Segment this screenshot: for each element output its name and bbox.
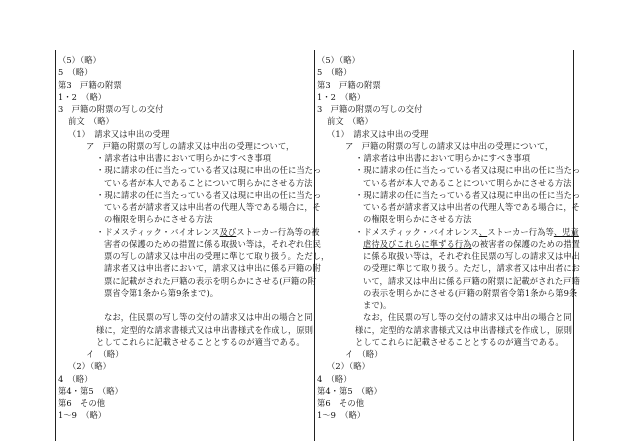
text-line: ・現に請求の任に当たっている者又は現に申出の任に当たっ	[355, 165, 581, 176]
text-line: 第6 その他	[58, 398, 106, 408]
text-line: ・現に請求の任に当たっている者又は現に申出の任に当たっ	[355, 189, 581, 200]
text-line: （5）（略）	[317, 55, 360, 65]
text-line: 虐待及びこれらに準ずる行為の被害者の保護のための措置	[363, 238, 581, 249]
text-line: ・請求者は申出書において明らかにすべき事項	[96, 153, 272, 163]
text-line: としてこれらに記載させることとするのが適当である。	[355, 336, 564, 347]
text-line: 3 戸籍の附票の写しの交付	[58, 104, 164, 114]
text-line: ている者が本人であることについて明らかにさせる方法	[104, 177, 313, 188]
text-line: 4 （略）	[58, 373, 93, 384]
text-line: （2）（略）	[68, 361, 111, 372]
text-line: 5 （略）	[58, 67, 93, 78]
column-divider-left	[55, 50, 56, 441]
text-line: 第3 戸籍の附票	[58, 79, 122, 90]
text-line: ・請求者は申出書において明らかにすべき事項	[355, 153, 531, 163]
text-line: イ （略）	[345, 349, 383, 359]
text-line: なお，住民票の写し等の交付の請求又は申出の場合と同	[104, 312, 313, 323]
text-line: ・ドメスティック・バイオレンス、ストーカー行為等、児童	[355, 226, 579, 237]
text-line: に係る取扱い等は，それぞれ住民票の写しの請求又は申出	[363, 251, 581, 261]
text-line: 3 戸籍の附票の写しの交付	[317, 104, 423, 114]
text-line: の権限を明らかにさせる方法	[104, 214, 213, 225]
text-line: 第6 その他	[317, 398, 365, 408]
text-line: 第3 戸籍の附票	[317, 79, 381, 90]
text-line: 請求者又は申出者において，請求又は申出に係る戸籍の附	[104, 263, 321, 274]
text-line: 1・2 （略）	[317, 91, 366, 102]
text-line: ・現に請求の任に当たっている者又は現に申出の任に当たっ	[96, 189, 322, 200]
new-text-column	[317, 54, 581, 422]
text-line: 5 （略）	[317, 67, 352, 78]
text-line: 第4・第5 （略）	[317, 385, 382, 396]
text-line: の権限を明らかにさせる方法	[363, 214, 472, 225]
text-line: （5）（略）	[58, 55, 101, 65]
text-line: 票省令第1条から第9条まで)。	[104, 287, 219, 298]
text-line: なお，住民票の写し等の交付の請求又は申出の場合と同	[363, 312, 572, 323]
text-line: ている者が請求者又は申出者の代理人等である場合に，そ	[363, 202, 581, 212]
text-line: 様に，定型的な請求書様式又は申出書様式を作成し，原則	[96, 324, 314, 335]
text-line: の表示を明らかにさせる(戸籍の附票省令第1条から第9条	[363, 287, 578, 298]
text-line: 害者の保護のための措置に係る取扱い等は，それぞれ住民	[104, 238, 322, 249]
text-line: （2）（略）	[327, 361, 370, 372]
text-line: ている者が請求者又は申出者の代理人等である場合に，そ	[104, 202, 322, 212]
text-line: ア 戸籍の附票の写しの請求又は申出の受理について，	[86, 140, 295, 151]
text-line: 1・2 （略）	[58, 91, 107, 102]
text-line: 4 （略）	[317, 373, 352, 384]
text-line: としてこれらに記載させることとするのが適当である。	[96, 336, 305, 347]
text-line: ・現に請求の任に当たっている者又は現に申出の任に当たっ	[96, 165, 322, 176]
text-line: まで)。	[363, 300, 392, 310]
text-line: （1） 請求又は申出の受理	[68, 128, 170, 139]
text-line: ア 戸籍の附票の写しの請求又は申出の受理について，	[345, 140, 554, 151]
text-line: ・ドメスティック・バイオレンス及びストーカー行為等の被	[96, 226, 320, 237]
text-line: ている者が本人であることについて明らかにさせる方法	[363, 177, 572, 188]
text-line	[58, 299, 312, 311]
text-line: 票の写しの請求又は申出の受理に準じて取り扱う。ただし，	[104, 251, 330, 261]
text-line: 前文 （略）	[68, 116, 114, 127]
text-line: 1〜9 （略）	[58, 410, 107, 421]
text-line: いて，請求又は申出に係る戸籍の附票に記載がされた戸籍	[363, 275, 580, 286]
text-line: 1〜9 （略）	[317, 410, 366, 421]
text-line: イ （略）	[86, 349, 124, 359]
text-line: 票に記載がされた戸籍の表示を明らかにさせる(戸籍の附	[104, 275, 316, 286]
text-line: の受理に準じて取り扱う。ただし，請求者又は申出者にお	[363, 263, 581, 274]
old-text-column	[58, 54, 330, 422]
text-line: 第4・第5 （略）	[58, 385, 123, 396]
text-line: 様に，定型的な請求書様式又は申出書様式を作成し，原則	[355, 324, 573, 335]
text-line: 前文 （略）	[327, 116, 373, 127]
text-line: （1） 請求又は申出の受理	[327, 128, 429, 139]
